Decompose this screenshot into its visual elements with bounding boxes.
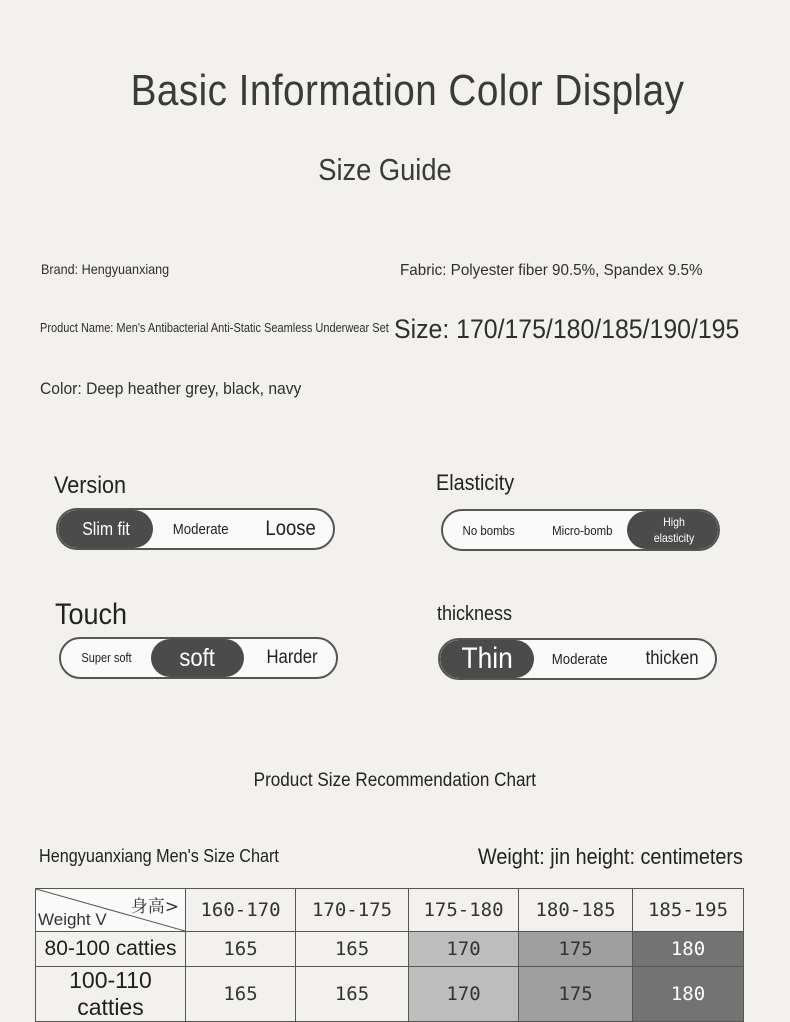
row-header: 80-100 catties (36, 932, 186, 967)
elasticity-option-no-bombs[interactable]: No bombs (462, 522, 516, 538)
thickness-option-thin[interactable]: Thin (440, 640, 534, 678)
thickness-option-moderate[interactable]: Moderate (552, 650, 608, 668)
product-name-text: Product Name: Men's Antibacterial Anti-Static Seamless Underwear Set (40, 321, 389, 335)
row-header: 100-110 catties (36, 967, 186, 1022)
table-header-row (36, 889, 744, 932)
touch-option-harder[interactable]: Harder (266, 647, 318, 668)
thickness-selector (438, 638, 717, 680)
elasticity-selector (441, 509, 720, 551)
elasticity-option-high-elasticity[interactable]: High elasticity (627, 511, 720, 549)
touch-option-soft[interactable]: soft (151, 639, 244, 677)
table-row (36, 967, 744, 1022)
brand-text: Brand: Hengyuanxiang (41, 261, 170, 277)
version-option-loose[interactable]: Loose (265, 517, 317, 540)
touch-selector (59, 637, 338, 679)
fabric-text: Fabric: Polyester fiber 90.5%, Spandex 9.5% (400, 262, 703, 279)
section-title-size-guide: Size Guide (318, 152, 452, 187)
column-header: 170-175 (296, 889, 409, 932)
version-selector (56, 508, 335, 550)
table-cell: 165 (296, 967, 409, 1022)
weight-axis-label: Weight V (38, 910, 107, 929)
table-cell: 165 (186, 967, 296, 1022)
size-table (35, 888, 744, 1022)
height-axis-label: 身高> (130, 897, 179, 917)
version-option-slim-fit[interactable]: Slim fit (58, 510, 153, 548)
touch-option-super-soft[interactable]: Super soft (80, 651, 132, 665)
table-cell: 170 (409, 967, 519, 1022)
color-text: Color: Deep heather grey, black, navy (40, 379, 302, 398)
column-header: 180-185 (519, 889, 633, 932)
table-cell: 175 (519, 932, 633, 967)
version-label: Version (54, 472, 127, 499)
version-option-moderate[interactable]: Moderate (173, 520, 229, 538)
column-header: 175-180 (409, 889, 519, 932)
table-cell: 175 (519, 967, 633, 1022)
elasticity-label: Elasticity (436, 470, 515, 495)
table-cell: 180 (633, 932, 744, 967)
touch-label: Touch (55, 598, 128, 631)
size-chart-units: Weight: jin height: centimeters (478, 844, 743, 869)
table-cell: 165 (296, 932, 409, 967)
column-header: 185-195 (633, 889, 744, 932)
elasticity-option-micro-bomb[interactable]: Micro-bomb (551, 522, 613, 538)
size-chart-heading: Product Size Recommendation Chart (253, 770, 537, 791)
table-cell: 180 (633, 967, 744, 1022)
thickness-option-thicken[interactable]: thicken (645, 648, 699, 669)
size-text: Size: 170/175/180/185/190/195 (394, 314, 740, 344)
page-title: Basic Information Color Display (130, 66, 685, 115)
size-chart-title: Hengyuanxiang Men's Size Chart (39, 846, 279, 866)
thickness-label: thickness (437, 603, 513, 625)
column-header: 160-170 (186, 889, 296, 932)
table-corner-cell (36, 889, 186, 932)
table-cell: 170 (409, 932, 519, 967)
table-cell: 165 (186, 932, 296, 967)
table-row (36, 932, 744, 967)
